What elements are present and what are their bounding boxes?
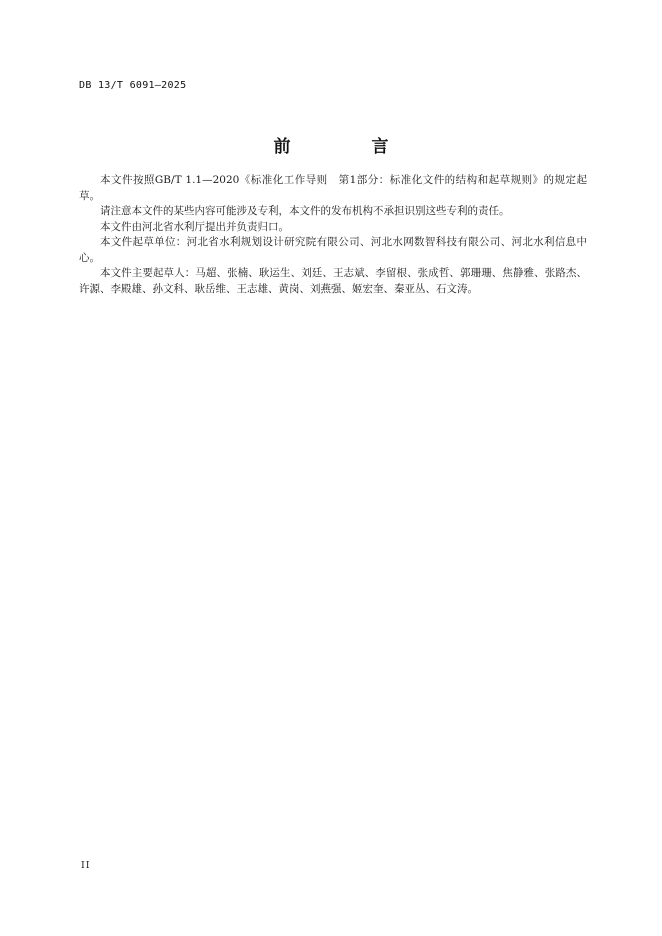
- preface-body: [79, 173, 587, 297]
- standard-code: DB 13/T 6091—2025: [79, 80, 187, 91]
- paragraph-drafters: 本文件主要起草人：马超、张楠、耿运生、刘廷、王志斌、李留根、张成哲、郭珊珊、焦静雅、张路杰、许源、李殿雄、孙文科、耿岳维、王志雄、黄岗、刘燕强、姬宏奎、秦亚丛、石文涛。: [79, 267, 587, 295]
- paragraph-patent-notice: 请注意本文件的某些内容可能涉及专利，本文件的发布机构不承担识别这些专利的责任。: [100, 205, 510, 217]
- paragraph-drafting-rules: 本文件按照GB/T 1.1—2020《标准化工作导则 第1部分：标准化文件的结构和起草规则》的规定起草。: [79, 174, 587, 202]
- page-number: II: [81, 860, 91, 871]
- paragraph-drafting-units: 本文件起草单位：河北省水利规划设计研究院有限公司、河北水网数智科技有限公司、河北水利信息中心。: [79, 236, 587, 264]
- section-title: 前 言: [273, 137, 421, 157]
- paragraph-proposer: 本文件由河北省水利厅提出并负责归口。: [100, 220, 289, 233]
